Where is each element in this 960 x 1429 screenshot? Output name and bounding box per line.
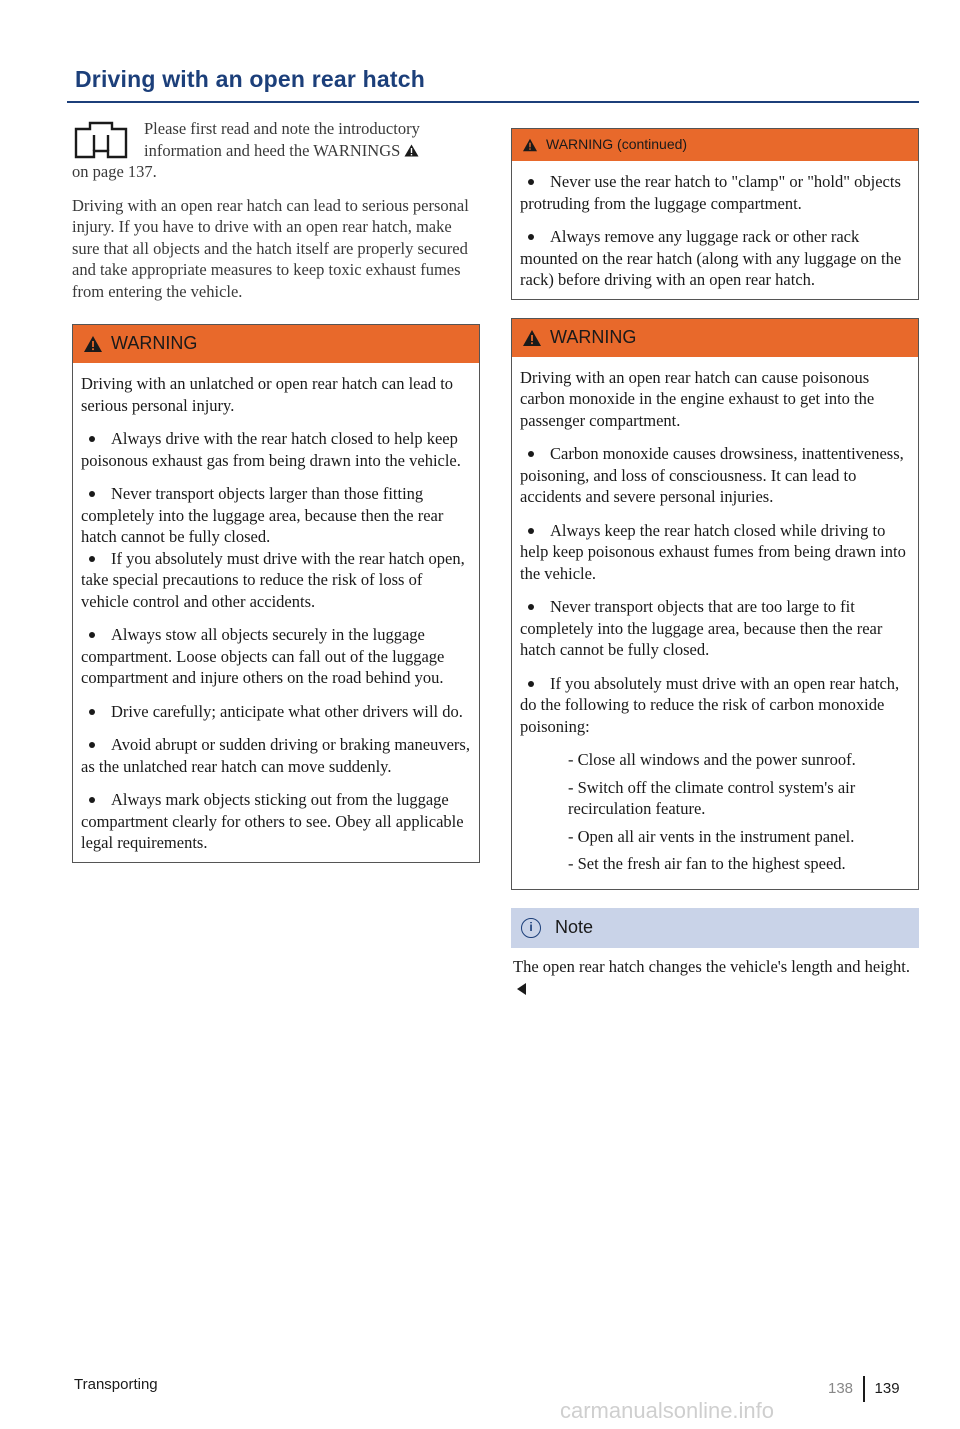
bullet-dot <box>528 179 534 185</box>
warning-triangle-icon <box>522 138 538 152</box>
warning-triangle-icon <box>404 144 419 157</box>
bullet-dot <box>89 797 95 803</box>
bullet-dot <box>528 604 534 610</box>
warning-bullet: Drive carefully; anticipate what other drivers will do. <box>81 701 471 723</box>
bullet-dot <box>89 742 95 748</box>
warning-title: WARNING <box>111 333 198 354</box>
warning-bullet: Always keep the rear hatch closed while driving to help keep poisonous exhaust fumes from being drawn into the vehicle. <box>520 520 906 583</box>
note-title: Note <box>555 916 594 937</box>
warning-continued-title: WARNING (continued) <box>546 136 688 153</box>
warning-lead: Driving with an unlatched or open rear hatch can lead to serious personal injury. <box>81 374 454 415</box>
warning-triangle-icon <box>522 329 542 347</box>
step-item: - Open all air vents in the instrument panel. <box>568 826 855 846</box>
bullet-dot <box>89 709 95 715</box>
bullet-dot <box>528 451 534 457</box>
left-column <box>72 118 480 881</box>
warning-bullet: Always drive with the rear hatch closed to help keep poisonous exhaust gas from being drawn into the vehicle. <box>81 429 461 470</box>
warning-body-2 <box>512 357 918 889</box>
warning-bullet: Never transport objects that are too large to fit completely into the luggage area, because then the rear hatch cannot be fully closed. <box>520 597 883 659</box>
intro-paragraph-1: Please first read and note the introductory information and heed the WARNINGS <box>144 119 420 160</box>
page-separator <box>863 1376 865 1402</box>
warning-continued-body <box>512 161 918 299</box>
right-column <box>511 128 919 1011</box>
warning-continued-box <box>511 128 919 300</box>
warning-bullet: Always remove any luggage rack or other rack mounted on the rear hatch (along with any luggage on the rack) before driving with an open rear hatch. <box>520 227 902 289</box>
warning-bullet: If you absolutely must drive with the rear hatch open, take special precautions to reduce the risk of loss of vehicle control and other accidents. <box>81 548 465 611</box>
watermark: carmanualsonline.info <box>560 1398 775 1423</box>
warning-body <box>73 363 479 862</box>
page-number-left: 138 <box>828 1379 854 1397</box>
step-item: - Close all windows and the power sunroof. <box>568 750 856 769</box>
warning-box-2 <box>511 318 919 890</box>
bullet-dot <box>89 632 95 638</box>
warning-bullet: If you absolutely must drive with an open rear hatch, do the following to reduce the risk of carbon monoxide poisoning: <box>520 673 900 736</box>
intro-block <box>72 118 480 161</box>
note-text: The open rear hatch changes the vehicle's length and height. <box>511 956 919 999</box>
poisoning-steps-list <box>568 749 910 875</box>
warning-bullet: Avoid abrupt or sudden driving or braking maneuvers, as the unlatched rear hatch can move suddenly. <box>81 735 470 776</box>
warning-bullet: Always mark objects sticking out from the luggage compartment clearly for others to see. Obey all applicable legal requirements. <box>81 790 464 852</box>
intro-paragraph-2: Driving with an open rear hatch can lead to serious personal injury. If you have to drive with an open rear hatch, make sure that all objects and the hatch itself are properly secured and take appropriate measures to keep toxic exhaust fumes from entering the vehicle. <box>72 195 469 301</box>
warning-bullet: Carbon monoxide causes drowsiness, inattentiveness, poisoning, and loss of consciousness. It can lead to accidents and severe personal injuries. <box>520 444 904 506</box>
step-item: - Switch off the climate control system's air recirculation feature. <box>568 777 856 818</box>
page-title: Driving with an open rear hatch <box>75 66 425 92</box>
bullet-dot <box>89 436 95 442</box>
warning-lead-2: Driving with an open rear hatch can cause poisonous carbon monoxide in the engine exhaust to get into the passenger compartment. <box>520 367 875 430</box>
end-of-section-icon <box>517 983 526 995</box>
warning-bullet: Never use the rear hatch to "clamp" or "hold" objects protruding from the luggage compartment. <box>520 172 901 213</box>
book-icon <box>72 121 130 161</box>
warning-continued-header <box>512 129 918 161</box>
note-header <box>511 908 919 948</box>
warning-bullet: Never transport objects larger than those fitting completely into the luggage area, because then the rear hatch cannot be fully closed. <box>81 484 444 546</box>
warning-triangle-icon <box>83 335 103 353</box>
warning-box <box>72 324 480 863</box>
warning-header-2 <box>512 319 918 357</box>
bullet-dot <box>89 556 95 562</box>
warning-title-2: WARNING <box>550 326 637 347</box>
bullet-dot <box>528 234 534 240</box>
bullet-dot <box>89 491 95 497</box>
warning-bullet: Always stow all objects securely in the luggage compartment. Loose objects can fall out of the luggage compartment and injure others on the road behind you. <box>81 625 445 687</box>
info-icon: i <box>521 918 541 938</box>
step-item: - Set the fresh air fan to the highest speed. <box>568 854 846 873</box>
header-rule <box>67 101 919 103</box>
warning-header <box>73 325 479 363</box>
bullet-dot <box>528 681 534 687</box>
section-footer: Transporting <box>74 1376 158 1393</box>
bullet-dot <box>528 528 534 534</box>
page-numbers <box>828 1376 900 1402</box>
page-number-right: 139 <box>874 1379 900 1397</box>
intro-page-ref: on page 137. <box>72 162 157 181</box>
